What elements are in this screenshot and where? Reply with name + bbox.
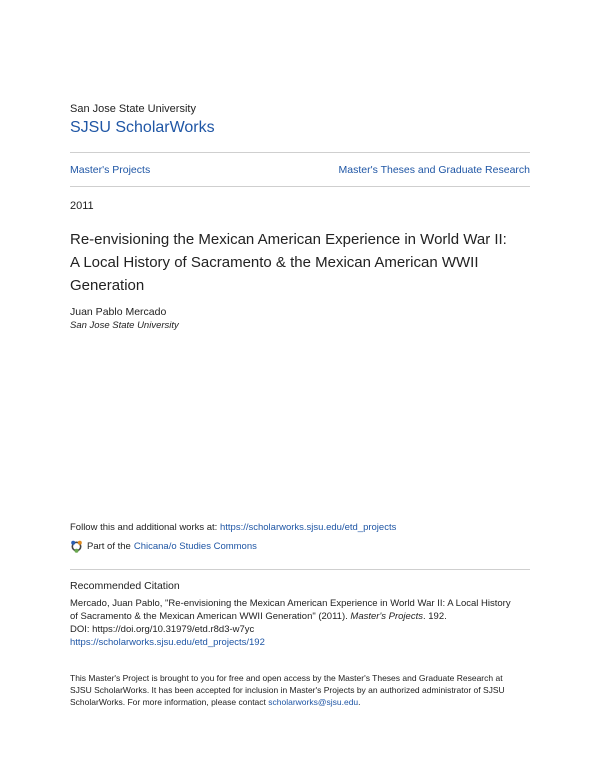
- document-title: [70, 228, 540, 297]
- title-line-2: A Local History of Sacramento & the Mexican American WWII: [70, 254, 479, 271]
- commons-network-icon: [70, 540, 83, 553]
- recommended-citation-heading: Recommended Citation: [70, 580, 180, 592]
- divider-citation: [70, 569, 530, 570]
- footer-line-1: This Master's Project is brought to you for free and open access by the Master's Theses and Graduate Research at: [70, 673, 503, 683]
- author-name: Juan Pablo Mercado: [70, 306, 167, 318]
- footer-line-3: [70, 696, 540, 708]
- citation-url-link[interactable]: https://scholarworks.sjsu.edu/etd_projects/192: [70, 637, 265, 648]
- access-statement: [70, 672, 540, 708]
- discipline-commons-link[interactable]: Chicana/o Studies Commons: [133, 541, 257, 552]
- footer-line-2: SJSU ScholarWorks. It has been accepted for inclusion in Master's Projects by an authorized administrator of SJSU: [70, 685, 505, 695]
- footer-line-3-prefix: ScholarWorks. For more information, please contact: [70, 697, 269, 707]
- collection-link-masters-projects[interactable]: Master's Projects: [70, 164, 151, 176]
- author-affiliation: San Jose State University: [70, 320, 179, 331]
- divider-collections: [70, 186, 530, 187]
- part-of-prefix: Part of the: [87, 541, 131, 552]
- contact-email-link[interactable]: scholarworks@sjsu.edu: [268, 697, 359, 707]
- divider-top: [70, 152, 530, 153]
- follow-url-link[interactable]: https://scholarworks.sjsu.edu/etd_projects: [219, 522, 397, 533]
- repository-brand-link[interactable]: SJSU ScholarWorks: [70, 119, 215, 136]
- publication-year: 2011: [70, 200, 94, 212]
- part-of-line: [70, 540, 257, 553]
- title-line-3: Generation: [70, 277, 145, 294]
- institution-name: San Jose State University: [70, 103, 196, 115]
- citation-line-2-suffix: . 192.: [422, 611, 447, 622]
- citation-line-2: [70, 610, 540, 623]
- title-line-1: Re-envisioning the Mexican American Experience in World War II:: [70, 231, 507, 248]
- follow-prefix: Follow this and additional works at:: [70, 522, 220, 533]
- citation-doi: DOI: https://doi.org/10.31979/etd.r8d3-w7yc: [70, 624, 255, 635]
- citation-series-name: Master's Projects: [350, 611, 423, 622]
- citation-line-1: Mercado, Juan Pablo, "Re-envisioning the Mexican American Experience in World War II: A Local History: [70, 598, 511, 609]
- footer-line-3-suffix: .: [358, 697, 361, 707]
- collection-link-theses-research[interactable]: Master's Theses and Graduate Research: [338, 164, 530, 176]
- citation-block: [70, 597, 540, 649]
- citation-line-2-prefix: of Sacramento & the Mexican American WWII Generation" (2011).: [70, 611, 351, 622]
- follow-line: [70, 522, 396, 533]
